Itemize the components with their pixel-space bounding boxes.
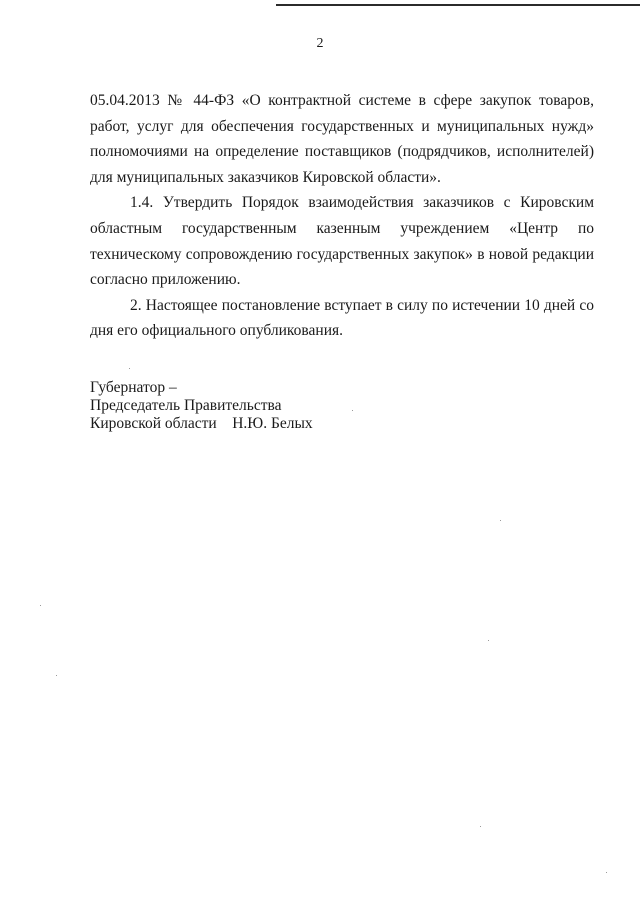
scan-speck — [480, 826, 481, 827]
scan-speck — [500, 520, 501, 521]
scan-speck — [56, 675, 57, 676]
signatory-title-line-1: Губернатор – — [90, 379, 177, 396]
paragraph-item-2: 2. Настоящее постановление вступает в силу по истечении 10 дней со дня его официального опубликования. — [90, 296, 594, 340]
scan-speck — [129, 368, 130, 369]
document-body — [90, 88, 594, 344]
scan-speck — [488, 640, 489, 641]
scan-speck — [40, 605, 41, 606]
signature-block — [90, 379, 313, 433]
scan-speck — [606, 872, 607, 873]
paragraph-continuation: 05.04.2013 № 44-ФЗ «О контрактной системе в сфере закупок товаров, работ, услуг для обеспечения государственных и муниципальных нужд» полномочиями на определение поставщиков (подрядчиков, исполнителей) для муниципальных заказчиков Кировской области». — [90, 92, 594, 186]
page-number: 2 — [316, 36, 324, 51]
signatory-title-line-2: Председатель Правительства — [90, 397, 282, 414]
header-rule — [276, 4, 640, 6]
signatory-title-line-3: Кировской области Н.Ю. Белых — [90, 415, 313, 432]
paragraph-item-1-4: 1.4. Утвердить Порядок взаимодействия заказчиков с Кировским областным государственным казенным учреждением «Центр по техническому сопровождению государственных закупок» в новой редакции согласно приложению. — [90, 194, 594, 289]
scan-speck — [352, 410, 353, 411]
